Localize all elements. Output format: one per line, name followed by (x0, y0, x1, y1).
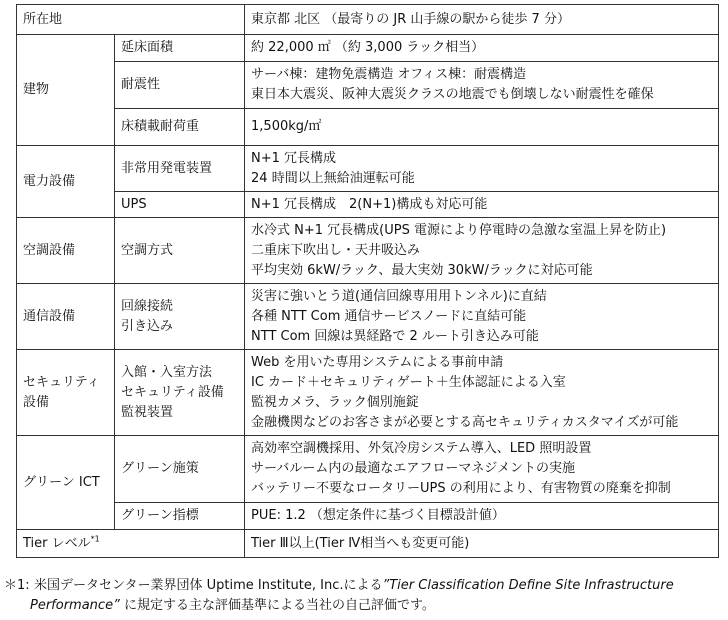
value-line: 高効率空調機採用、外気冷房システム導入、LED 照明設置 (251, 441, 592, 456)
row-label: 通信設備 (17, 284, 115, 350)
table-row (17, 146, 719, 192)
row-value (245, 62, 719, 109)
sub-label: グリーン施策 (115, 436, 245, 503)
tier-label: Tier レベル (23, 535, 91, 551)
row-label (17, 350, 115, 436)
spec-table (16, 4, 719, 558)
table-row (17, 436, 719, 503)
sub-label (115, 350, 245, 436)
footnote-title: ”Tier Classification Define Site Infrastructure (382, 578, 674, 593)
sub-label: 延床面積 (115, 35, 245, 62)
row-value (245, 218, 719, 284)
value-line: バッテリー不要なロータリーUPS の利用により、有害物質の廃棄を抑制 (251, 481, 671, 496)
table-row (17, 284, 719, 350)
row-value: PUE: 1.2 （想定条件に基づく目標設計値） (245, 503, 719, 530)
table-row (17, 35, 719, 62)
row-label-line: 設備 (23, 394, 50, 410)
table-row (17, 218, 719, 284)
row-value (245, 284, 719, 350)
footnote (4, 576, 724, 616)
footnote-text: 米国データセンター業界団体 Uptime Institute, Inc.による (34, 578, 383, 593)
row-label: 所在地 (17, 5, 245, 35)
value-line: 水冷式 N+1 冗長構成(UPS 電源により停電時の急激な室温上昇を防止) (251, 222, 667, 238)
table-row (17, 503, 719, 530)
row-value: N+1 冗長構成 2(N+1)構成も対応可能 (245, 192, 719, 218)
value-line: N+1 冗長構成 (251, 150, 337, 166)
sub-label (115, 284, 245, 350)
sub-label: 床積載耐荷重 (115, 109, 245, 146)
value-line: 平均実効 6kW/ラック、最大実効 30kW/ラックに対応可能 (251, 262, 593, 278)
row-label: 電力設備 (17, 146, 115, 218)
table-row (17, 62, 719, 109)
row-value: 東京都 北区 （最寄りの JR 山手線の駅から徒歩 7 分） (245, 5, 719, 35)
sub-label: 非常用発電装置 (115, 146, 245, 192)
sub-label-line: セキュリティ設備 (121, 384, 224, 400)
row-value: 約 22,000 ㎡ （約 3,000 ラック相当） (245, 35, 719, 62)
value-line: 東日本大震災、阪神大震災クラスの地震でも倒壊しない耐震性を確保 (251, 87, 654, 102)
sub-label: グリーン指標 (115, 503, 245, 530)
value-line: 24 時間以上無給油運転可能 (251, 170, 415, 186)
row-label: グリーン ICT (17, 436, 115, 530)
row-value: Tier Ⅲ以上(Tier Ⅳ相当へも変更可能) (245, 530, 719, 558)
value-line: 金融機関などのお客さまが必要とする高セキュリティカスタマイズが可能 (251, 414, 679, 430)
value-line: NTT Com 回線は異経路で 2 ルート引き込み可能 (251, 328, 539, 344)
row-value (245, 350, 719, 436)
sub-label: UPS (115, 192, 245, 218)
row-value (245, 436, 719, 503)
footnote-line (4, 576, 724, 596)
footnote-mark: ＊1: (4, 578, 30, 593)
sub-label-line: 入館・入室方法 (121, 364, 213, 380)
footnote-ref: *1 (90, 534, 100, 544)
footnote-text: に規定する主な評価基準による当社の自己評価です。 (119, 598, 435, 613)
table-row (17, 5, 719, 35)
row-label: 空調設備 (17, 218, 115, 284)
row-value: 1,500kg/㎡ (245, 109, 719, 146)
sub-label-line: 引き込み (121, 318, 174, 334)
value-line: 災害に強いとう道(通信回線専用用トンネル)に直結 (251, 288, 547, 304)
footnote-title: Performance” (30, 598, 120, 613)
table-row (17, 350, 719, 436)
sub-label: 耐震性 (115, 62, 245, 109)
value-line: 監視カメラ、ラック個別施錠 (251, 394, 419, 410)
row-value (245, 146, 719, 192)
value-line: Web を用いた専用システムによる事前申請 (251, 354, 504, 370)
value-line: 二重床下吹出し・天井吸込み (251, 242, 421, 258)
table-row (17, 192, 719, 218)
value-line: IC カード＋セキュリティゲート＋生体認証による入室 (251, 374, 566, 390)
row-label: 建物 (17, 35, 115, 146)
value-line: サーバ棟：建物免震構造 オフィス棟：耐震構造 (251, 67, 527, 82)
row-label (17, 530, 245, 558)
sub-label-line: 回線接続 (121, 298, 174, 314)
sub-label: 空調方式 (115, 218, 245, 284)
footnote-line (4, 596, 724, 616)
row-label-line: セキュリティ (23, 374, 100, 390)
table-row (17, 109, 719, 146)
value-line: サーバルーム内の最適なエアフローマネジメントの実施 (251, 461, 575, 476)
sub-label-line: 監視装置 (121, 404, 174, 420)
value-line: 各種 NTT Com 通信サービスノードに直結可能 (251, 308, 527, 324)
table-row (17, 530, 719, 558)
